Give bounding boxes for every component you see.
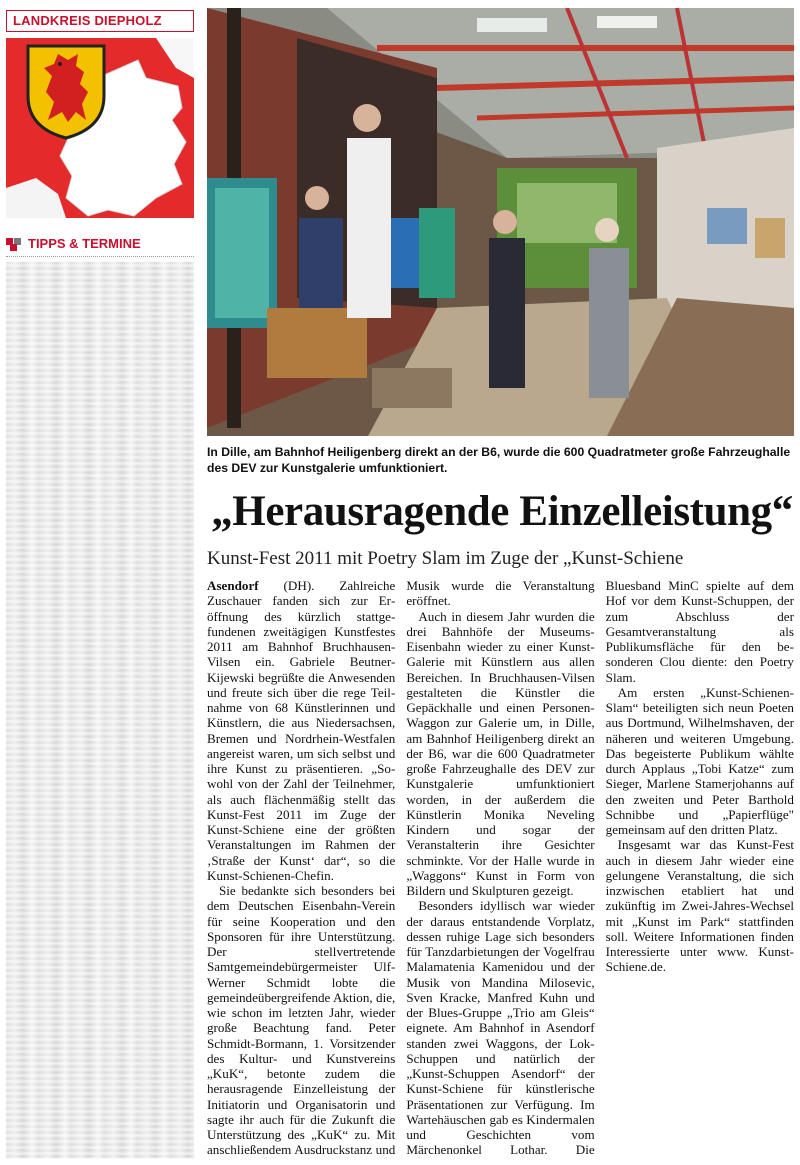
sidebar-divider <box>6 256 194 257</box>
headline: „Herausragende Einzelleistung“ <box>211 488 793 535</box>
paragraph: Am ersten „Kunst-Schienen-Slam“ beteiligten sich neun Poeten aus Dortmund, Wilhelmshaven, der näheren und weiteren Umgebung. Das begeisterte Publikum wählte durch Applaus „Tobi Katze“ zum Sieger, Marlene Stamerjohanns auf den zweiten und Peter Barthold Schnibbe und „Papierflüge" gemeinsam auf den dritten Platz. <box>605 684 794 837</box>
blurred-content-area <box>6 262 194 1158</box>
article-body <box>207 578 794 1158</box>
region-label: LANDKREIS DIEPHOLZ <box>6 10 194 32</box>
coat-of-arms-icon <box>24 42 108 140</box>
paragraph: Auch in diesem Jahr wurden die drei Bahnhöfe der Museums-Eisenbahn wieder zu einer Kunst-Galerie mit Künstlern aus allen Bereichen. In Bruchhausen-Vilsen gestalteten die Künstler die Gepäckhalle und einen Personen-Waggon zur Galerie um, in Dille, am Bahnhof Heiligenberg direkt an der B6, war die 600 Quadratmeter große Fahrzeughalle des DEV zur Kunstgalerie umfunktioniert worden, in der außerdem die Künstlerin Monika Neveling Kindern und sogar der Veranstalterin ihre Gesichter schminkte. Vor der Halle wurde in „Waggons“ Kunst in Form von Bildern und Skulpturen gezeigt. <box>406 608 595 898</box>
section-label-text: TIPPS & TERMINE <box>28 236 141 251</box>
subheadline: Kunst-Fest 2011 mit Poetry Slam im Zuge der „Kunst-Schiene <box>207 548 684 569</box>
article-photo <box>207 8 794 436</box>
paragraph: Sie bedankte sich besonders bei dem Deutschen Eisenbahn-Verein für seine Kooperation und den Sponsoren für ihre Unterstützung. Der stellvertretende Samtgemeindebürgermeister Ulf-Werner Schmidt lobte die gemeindeübergreifende Aktion, die, wie schon im letzten Jahr, wieder große Beachtung fand. Peter Schmidt-Bormann, 1. Vorsitzender des Kultur- und Kunstvereins „KuK“, betonte zudem die herausragende Einzelleistung der Initiatorin und Organisatorin und sagte ihr auch für die Zukunft die Unterstützung des „KuK“ zu. Mit anschließendem Ausdruckstanz und Musik wurde die Veranstaltung eröffnet. <box>207 578 595 1158</box>
sidebar <box>0 0 200 1165</box>
paragraph: Insgesamt war das Kunst-Fest auch in diesem Jahr wieder eine gelungene Veranstaltung, die sich inzwischen etabliert hat und zukünftig im Zwei-Jahres-Wechsel mit „Kunst im Park“ stattfinden soll. Weitere Informationen finden Interessierte unter www. Kunst-Schiene.de. <box>605 837 794 975</box>
paragraph: Besonders idyllisch war wieder der daraus entstandende Vorplatz, dessen ruhige Lage sich besonders für Tanzdarbietungen der Vogelfrau Malamatenia Kamenidou und der Musik von Mandina Milosevic, Sven Kracke, Manfred Kuhn und der Blues-Gruppe „Trio am Gleis“ eignete. Am Bahnhof in Asendorf standen zwei Waggons, der Lok-Schuppen und natürlich der „Kunst-Schuppen Asendorf“ der Kunst-Schiene für künstlerische Präsentationen zur Verfügung. Im Wartehäuschen gab es Kindermalen und Geschichten vom Märchenonkel Lothar. Die Bluesband MinC spielte auf dem Hof vor dem Kunst-Schuppen, der zum Abschluss der Gesamtveranstaltung als Publikumsfläche für den besonderen Clou diente: den Poetry Slam. <box>406 578 794 1158</box>
section-label <box>6 234 194 254</box>
dateline: Asendorf <box>207 578 259 593</box>
photo-image <box>207 8 794 436</box>
paragraph <box>207 578 395 883</box>
paragraph-text: (DH). Zahlreiche Zuschauer fanden sich zur Eröffnung des kürzlich stattgefundenen zweitägigen Kunstfestes 2011 am Bahnhof Bruchhausen-Vilsen ein. Gabriele Beutner-Kijewski begrüßte die Anwesenden und freute sich über die rege Teilnahme von 68 Künstlerinnen und Künstlern, die aus Niedersachsen, Bremen und Nordrhein-Westfalen angereist waren, um sich selbst und ihre Kunst zu präsentieren. „Sowohl von der Zahl der Teilnehmer, als auch flächenmäßig stellt das Kunst-Fest 2011 im Zuge der Kunst-Schiene eine der größten Veranstaltungen im Rahmen der ‚Straße der Kunst‘ dar“, so die Kunst-Schienen-Chefin. <box>207 578 396 883</box>
region-map <box>6 38 194 218</box>
photo-caption: In Dille, am Bahnhof Heiligenberg direkt an der B6, wurde die 600 Quadratmeter große Fahrzeughalle des DEV zur Kunstgalerie umfunktioniert. <box>207 445 791 475</box>
section-marker-icon <box>6 238 22 251</box>
